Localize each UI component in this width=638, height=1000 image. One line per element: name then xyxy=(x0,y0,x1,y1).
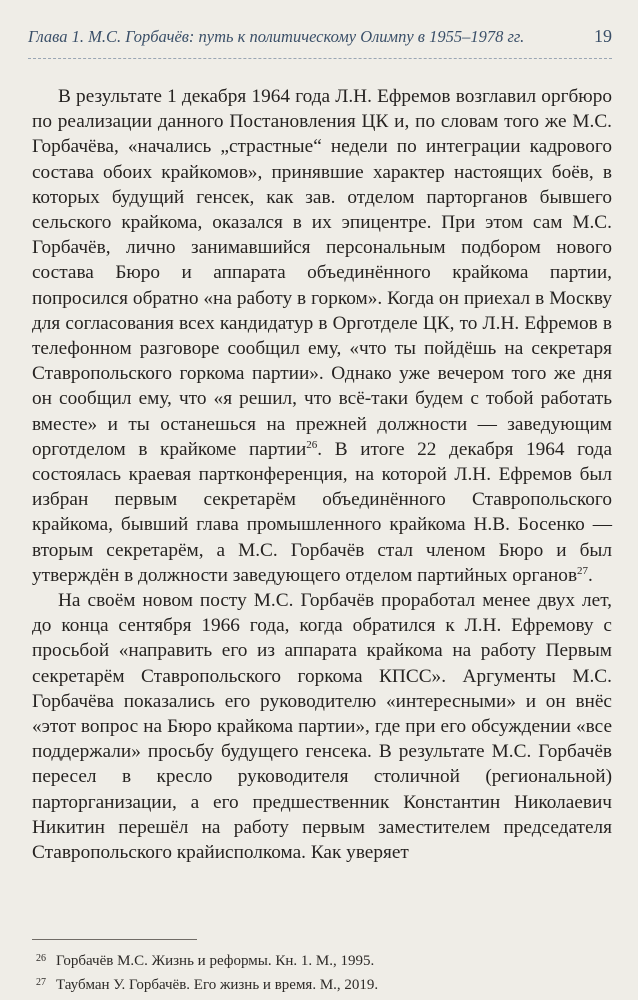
paragraph-2 xyxy=(32,588,612,865)
footnote-number: 27 xyxy=(36,977,46,988)
paragraph-1: В результате 1 декабря 1964 года Л.Н. Ефремов возглавил оргбюро по реализации данного Постановления ЦК и, по словам того же М.С. Горбачёва, «начались „страстные“ недели по интеграции кадрового состава обоих крайкомов», принявшие характер настоящих боёв, в которых будущий генсек, как зав. отделом парторганов бывшего сельского крайкома, оказался в их эпицентре. При этом сам М.С. Горбачёв, лично занимавшийся персональным подбором нового состава Бюро и аппарата объединённого крайкома партии, попросился обратно «на работу в горком». Когда он приехал в Москву для согласования всех кандидатур в Орготделе ЦК, то Л.Н. Ефремов в телефонном разговоре сообщил ему, «что ты пойдёшь на секретаря Ставропольского горкома партии». Однако уже вечером того же дня он сообщил ему, что «я решил, что всё-таки будем с тобой работать вместе» и ты останешься на прежней должности — заведующим орготделом в крайкоме партии$^{26}$. В итоге 22 декабря 1964 года состоялась краевая партконференция, на которой Л.Н. Ефремов был избран первым секретарём объединённого Ставропольского крайкома, бывший глава промышленного крайкома Н.В. Босенко — вторым секретарём, а М.С. Горбачёв стал членом Бюро и был утверждён в должности заведующего отделом партийных органов$^{27}$. xyxy=(32,86,613,586)
main-text xyxy=(32,84,612,865)
page-number: 19 xyxy=(594,26,612,46)
paragraph-2-text: На своём новом посту М.С. Горбачёв проработал менее двух лет, до конца сентября 1966 года, когда обратился к Л.Н. Ефремову с просьбой «направить его из аппарата крайкома на работу Первым секретарём Ставропольского горкома КПСС». Аргументы М.С. Горбачёва показались его руководителю «интересными» и он внёс «этот вопрос на Бюро крайкома партии», где при его обсуждении «все поддержали» просьбу будущего генсека. В результате М.С. Горбачёв пересел в кресло руководителя столичной (региональной) парторганизации, а его предшественник Константин Николаевич Никитин перешёл на работу первым заместителем председателя Ставропольского крайисполкома. Как уверяет xyxy=(32,590,612,864)
paragraph-1-continuation: В итоге 22 декабря 1964 года состоялась краевая партконференция, на которой Л.Н. Ефремов был избран первым секретарём объединённого Ставропольского крайкома, бывший глава промышленного крайкома Н.В. Босенко — вторым секретарём, а М.С. Горбачёв стал членом Бюро и был утверждён в должности заведующего отделом партийных органов xyxy=(32,438,613,586)
footnote-ref-26[interactable]: 26 xyxy=(306,438,318,451)
paragraph-1-text: В результате 1 декабря 1964 года Л.Н. Ефремов возглавил оргбюро по реализации данного Постановления ЦК и, по словам того же М.С. Горбачёва, «начались „страстные“ недели по интеграции кадрового состава обоих крайкомов», принявшие характер настоящих боёв, в которых будущий генсек, как зав. отделом парторганов бывшего сельского крайкома, оказался в их эпицентре. При этом сам М.С. Горбачёв, лично занимавшийся персональным подбором нового состава Бюро и аппарата объединённого крайкома партии, попросился обратно «на работу в горком». Когда он приехал в Москву для согласования всех кандидатур в Орготделе ЦК, то Л.Н. Ефремов в телефонном разговоре сообщил ему, «что ты пойдёшь на секретаря Ставропольского горкома партии». Однако уже вечером того же дня он сообщил ему, что «я решил, что всё-таки будем с тобой работать вместе» и ты останешься на прежней должности — заведующим орготделом в крайкоме партии xyxy=(32,86,612,460)
footnote-text: Таубман У. Горбачёв. Его жизнь и время. М., 2019. xyxy=(56,977,379,993)
footnote-ref-27[interactable]: 27 xyxy=(577,564,589,577)
footnote-27 xyxy=(36,972,606,996)
chapter-title: Глава 1. М.С. Горбачёв: путь к политическому Олимпу в 1955–1978 гг. xyxy=(28,27,525,46)
header-divider xyxy=(28,58,612,59)
footnotes xyxy=(36,948,606,996)
running-header xyxy=(28,26,612,47)
footnote-divider xyxy=(32,939,197,940)
footnote-26 xyxy=(36,948,606,972)
footnote-text: Горбачёв М.С. Жизнь и реформы. Кн. 1. М., 1995. xyxy=(56,953,375,969)
footnote-number: 26 xyxy=(36,953,46,964)
